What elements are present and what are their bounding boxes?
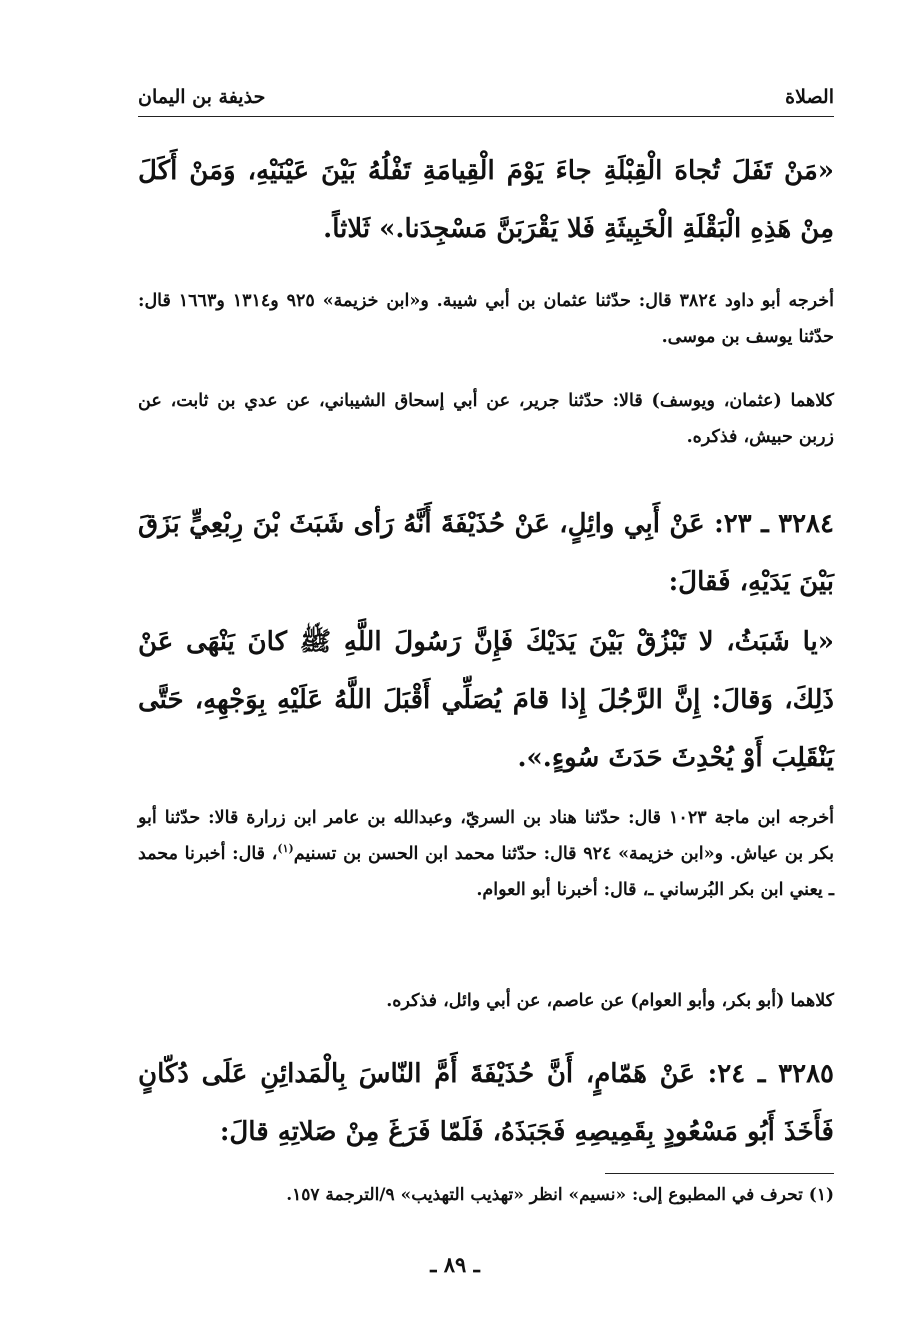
hadith-text-block [138, 613, 834, 787]
hadith-text-block [138, 142, 834, 258]
takhrij-note [138, 983, 834, 1019]
note-text: أخرجه أبو داود ٣٨٢٤ قال: حدّثنا عثمان بن أبي شيبة. و«ابن خزيمة» ٩٢٥ و١٣١٤ و١٦٦٣ قال: حدّثنا يوسف بن موسى. [138, 291, 834, 347]
note-text: كلاهما (عثمان، ويوسف) قالا: حدّثنا جرير، عن أبي إسحاق الشيباني، عن عدي بن ثابت، عن زربن حبيش، فذكره. [138, 391, 834, 447]
hadith-heading-text: ٣٢٨٤ ـ ٢٣: عَنْ أَبِي وائِلٍ، عَنْ حُذَيْفَةَ أَنَّهُ رَأى شَبَثَ بْنَ رِبْعِيٍّ بَزَقَ بَيْنَ يَدَيْهِ، فَقالَ: [138, 509, 834, 597]
running-header [138, 86, 834, 117]
hadith-text-block [138, 495, 834, 611]
footnote [138, 1180, 834, 1210]
footnote-text: (١) تحرف في المطبوع إلى: «نسيم» انظر «تهذيب التهذيب» ٩/الترجمة ١٥٧. [286, 1185, 834, 1205]
note-text-continued: ، قال: أخبرنا محمد ـ يعني ابن بكر البُرساني ـ، قال: أخبرنا أبو العوام. [138, 844, 834, 900]
footnote-divider [605, 1173, 834, 1174]
takhrij-note [138, 800, 834, 908]
footnote-reference: (١) [277, 842, 294, 856]
header-section-title: الصلاة [777, 86, 834, 108]
note-text: كلاهما (أبو بكر، وأبو العوام) عن عاصم، عن أبي وائل، فذكره. [386, 991, 834, 1011]
hadith-text: «مَنْ تَفَلَ تُجاهَ الْقِبْلَةِ جاءَ يَوْمَ الْقِيامَةِ تَفْلُهُ بَيْنَ عَيْنَيْهِ، وَمَنْ أَكَلَ مِنْ هَذِهِ الْبَقْلَةِ الْخَبِيثَةِ فَلا يَقْرَبَنَّ مَسْجِدَنا.» ثَلاثاً. [138, 156, 834, 244]
hadith-heading-text: ٣٢٨٥ ـ ٢٤: عَنْ هَمّامٍ، أَنَّ حُذَيْفَةَ أَمَّ النّاسَ بِالْمَدائِنِ عَلَى دُكّانٍ فَأَخَذَ أَبُو مَسْعُودٍ بِقَمِيصِهِ فَجَبَذَهُ، فَلَمّا فَرَغَ مِنْ صَلاتِهِ قالَ: [138, 1059, 834, 1147]
page-number: ـ ٨٩ ـ [430, 1252, 480, 1277]
hadith-text-block [138, 1045, 834, 1161]
hadith-text: «يا شَبَثُ، لا تَبْزُقْ بَيْنَ يَدَيْكَ فَإِنَّ رَسُولَ اللَّهِ ﷺ كانَ يَنْهَى عَنْ ذَلِكَ، وَقالَ: إِنَّ الرَّجُلَ إِذا قامَ يُصَلِّي أَقْبَلَ اللَّهُ عَلَيْهِ بِوَجْهِهِ، حَتَّى يَنْقَلِبَ أَوْ يُحْدِثَ حَدَثَ سُوءٍ.». [138, 627, 834, 773]
takhrij-note [138, 383, 834, 455]
header-chapter-title: حذيفة بن اليمان [138, 86, 273, 108]
note-text: أخرجه ابن ماجة ١٠٢٣ قال: حدّثنا هناد بن السريّ، وعبدالله بن عامر ابن زرارة قالا: حدّثنا أبو بكر بن عياش. و«ابن خزيمة» ٩٢٤ قال: حدّثنا محمد ابن الحسن بن تسنيم [138, 808, 834, 864]
takhrij-note [138, 283, 834, 355]
